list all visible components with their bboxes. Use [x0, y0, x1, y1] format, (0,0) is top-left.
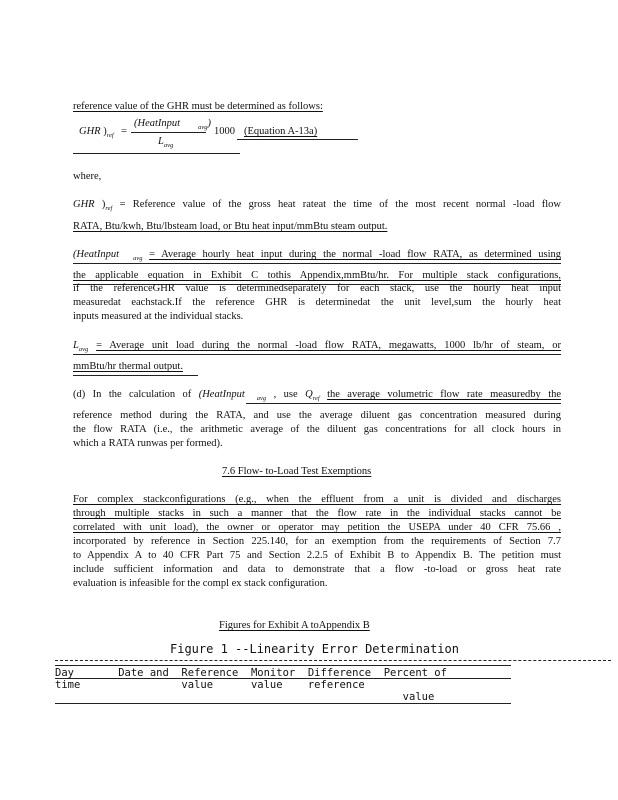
- def-l-rule2: [73, 375, 198, 376]
- eq-fraction-bar: [131, 132, 206, 133]
- table-header-row1: Day Date and Reference Monitor Difference Percent of: [55, 667, 447, 679]
- section-line-2: through multiple stacks in such a manner that the flow rate in the individual stacks cannot be: [73, 508, 561, 519]
- def-heat-line1: (HeatInput $_{avg}$ = Average hourly heat input during the normal -load flow RATA, as determined using: [73, 249, 561, 262]
- section-line-5: to Appendix A to 40 CFR Part 75 and Section 2.2.5 of Exhibit B to Appendix B. The petition must: [73, 550, 561, 561]
- para-d-line2: reference method during the RATA, and use the average diluent gas concentration measured during: [73, 410, 561, 421]
- eq-equals: =: [121, 126, 127, 137]
- table-bottom-rule: [55, 703, 511, 704]
- figures-heading: Figures for Exhibit A toAppendix B: [219, 620, 370, 631]
- eq-label: (Equation A-13a): [244, 126, 318, 137]
- figure-title: Figure 1 --Linearity Error Determination: [170, 642, 459, 656]
- def-l-line1: $L_{avg}$ = Average unit load during the normal -load flow RATA, megawatts, 1000 lb/hr of steam, or: [73, 340, 561, 353]
- def-heat-line4: measuredat eachstack.If the reference GHR is determinedat the unit level,sum the hourly heat: [73, 297, 561, 308]
- section-heading: 7.6 Flow- to-Load Test Exemptions: [222, 466, 372, 477]
- figure-top-rule: [55, 660, 611, 661]
- para-d-rule: [246, 403, 561, 404]
- intro-text: reference value of the GHR must be determined as follows:: [73, 101, 323, 112]
- section-line-3: correlated with unit load), the owner or operator may petition the USEPA under 40 CFR 75.66 ,: [73, 522, 561, 533]
- table-header-row2: time value value reference: [55, 679, 365, 691]
- def-ghr-symbol: GHR )$_{ref}$: [73, 199, 113, 212]
- def-ghr-line2: RATA, Btu/kwh, Btu/lbsteam load, or Btu heat input/mmBtu steam output.: [73, 221, 388, 232]
- eq-bottom-rule: [73, 153, 240, 154]
- section-line-4: incorporated by reference in Section 225.140, for an exemption from the requirements of Section 7.7: [73, 536, 561, 547]
- section-line-1: For complex stackconfigurations (e.g., when the effluent from a unit is divided and discharges: [73, 494, 561, 505]
- figure-header-rule: [55, 665, 511, 666]
- where-label: where,: [73, 171, 102, 182]
- def-heat-line5: inputs measured at the individual stacks.: [73, 311, 244, 322]
- def-l-line2: mmBtu/hr thermal output.: [73, 361, 183, 372]
- table-header-row3: value: [55, 691, 435, 703]
- def-l-rule: [73, 354, 561, 355]
- table-mid-rule: [55, 678, 511, 679]
- section-line-6: include sufficient information and data to demonstrate that a flow -to-load or gross heat rate: [73, 564, 561, 575]
- eq-numerator: (HeatInput $_{avg}$): [134, 118, 211, 131]
- section-line-7: evaluation is infeasible for the compl ex stack configuration.: [73, 578, 328, 589]
- eq-multiplier: 1000: [214, 126, 235, 137]
- eq-label-rule: [237, 139, 358, 140]
- def-heat-symbol: (HeatInput $_{avg}$: [73, 249, 143, 262]
- para-d-line1: (d) In the calculation of (HeatInput $_{avg}$ , use $Q_{ref}$ the average volumetric flow rate measuredby the: [73, 389, 562, 402]
- def-heat-line2: the applicable equation in Exhibit C tothis Appendix,mmBtu/hr. For multiple stack configurations,: [73, 270, 561, 281]
- para-d-line4: which a RATA runwas per formed).: [73, 438, 223, 449]
- para-d-line3: the flow RATA (i.e., the arithmetic average of the diluent gas concentrations for all clock hours in: [73, 424, 561, 435]
- eq-lhs: GHR )$_{ref}$: [79, 126, 114, 139]
- def-l-symbol: $L_{avg}$: [73, 340, 89, 353]
- def-heat-rule1: [73, 263, 561, 264]
- def-heat-line3: if the referenceGHR value is determinedseparately for each stack, use the hourly heat input: [73, 283, 561, 294]
- eq-denominator: $L_{avg}$: [158, 136, 174, 149]
- def-ghr-line1: GHR )$_{ref}$ = Reference value of the gross heat rateat the time of the most recent normal -load flow: [73, 199, 561, 212]
